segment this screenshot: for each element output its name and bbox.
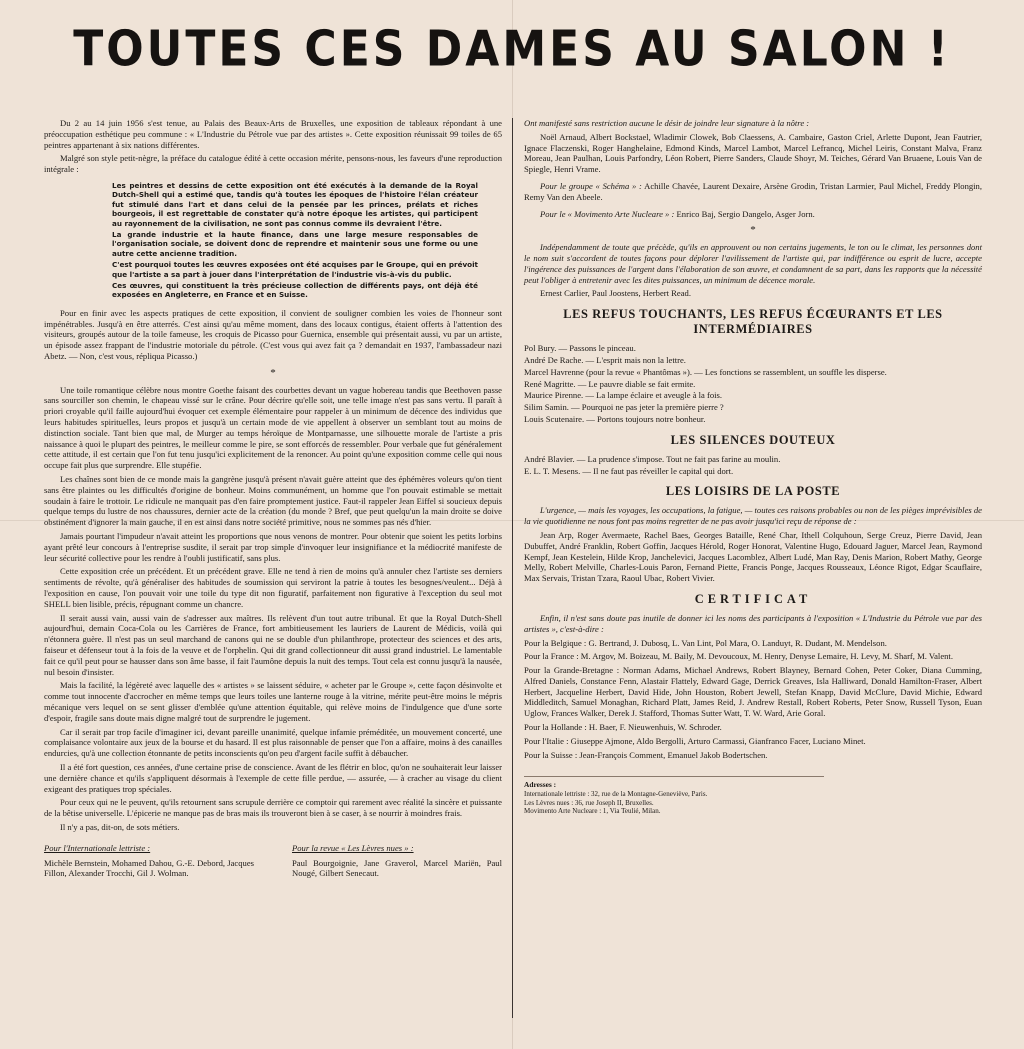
cosigners-names: Noël Arnaud, Albert Bockstael, Wladimir Clowek, Bob Claessens, A. Cambaire, Gaston Criel, Arlette Dupont, Jean Fautrier, Ignace Flaczenski, Roger Hanghelaine, Edmond Kinds, Marcel Lambot, Marcel Lefrancq, Michel Leiris, Constant Malva, Franz Moreau, Jean Paulhan, Louis Parfondry, Léon Robert, Pierre Sanders, Claude Shoyr, M. Teiches, Gérard Van Bruaene, Louis Van de Spiegle, Henri Vrame.	[524, 131, 982, 175]
list-item: Pour la Grande-Bretagne : Norman Adams, Michael Andrews, Robert Blayney, Bernard Cohen, Peter Coker, Diana Cumming, Alfred Daniels, Constance Fenn, Alastair Flattely, Edward Gage, Derrick Greaves, Isla Halliward, Donald Hamilton-Fraser, Albert Herbert, Jacqueline Herbert, David Hide, John Houston, Robert Jewell, Stefan Knapp, David McClure, David Michie, Edward Middleditch, Samuel Monaghan, Richard Platt, James Reid, J. Andrew Restall, Robert Roberts, Peter Snow, Russell Tyson, Euan Uglow, Frances Walker, Derek J. Stafford, Thomas Sutter Watt, T. W. Ward, Arie Goral.	[524, 665, 982, 719]
heading-refus: LES REFUS TOUCHANTS, LES REFUS ÉCŒURANTS ET LES INTERMÉDIAIRES	[563, 307, 943, 337]
catalogue-quote	[112, 181, 478, 300]
list-item: Pour la Suisse : Jean-François Comment, Emanuel Jakob Bodertschen.	[524, 749, 768, 760]
addresses	[524, 776, 824, 815]
paragraph: Une toile romantique célèbre nous montre Goethe faisant des courbettes devant un vague hobereau tandis que Beethoven passe sans sourciller son chemin, le chapeau vissé sur le crâne. Pour décrire qu'elle soit, une telle image n'est pas sans vertu. Il paraît à priori croyable qu'il faille aujourd'hui évoquer cet exemple élémentaire pour rappeler à un minimum de décence des individus que leurs habitudes spirituelles, leurs propos et jusqu'à un certain mode de vie appellent à observer un semblant tout au moins de distinction sociale. Tant bien que mal, de Murger au temps héroïque de Montparnasse, une silhouette morale de l'artiste a pris naissance à quoi le plupart des peintres, le meilleur comme le pire, se sont efforcés de ressembler. Pour verbale que fut généralement cette attitude, il est certain que l'on fut tenu jusqu'ici explicitement de la renoncer. Au point qu'une exposition comme celle qui nous occupe fait plus que surprendre. Elle stupéfie.	[44, 384, 502, 471]
refus-list	[524, 343, 982, 425]
address-line: Les Lèvres nues : 36, rue Joseph II, Bruxelles.	[524, 798, 654, 807]
list-item: Louis Scutenaire. — Portons toujours notre bonheur.	[524, 413, 706, 424]
list-item: Pour la Hollande : H. Baer, F. Nieuwenhuis, W. Schroder.	[524, 722, 722, 733]
paragraph: Les chaînes sont bien de ce monde mais la gangrène jusqu'à présent n'avait guère atteint que des éphémères voleurs qu'on tient sans être plaintes ou les difficultés d'origine de bonheur. Moins communément, un homme que l'on pouvait estimable se mettait soudain à faire le trottoir. Le ridicule ne manquait pas d'en faire promptement justice. Faut-il rappeler Jean Eiffel si soucieux depuis quelque temps du lustre de nos chaussures, dernier acte de la création (du monde ? Bref, que peut quelqu'un la main droite se doive obstinément d'ignorer la main gauche, il en est ainsi dans notre société primitive, nous ne sommes pas nés d'hier.	[44, 474, 502, 528]
cosigners-intro: Ont manifesté sans restriction aucune le désir de joindre leur signature à la nôtre :	[524, 118, 810, 128]
schema-group	[524, 181, 982, 203]
list-item: Pour la Belgique : G. Bertrand, J. Dubosq, L. Van Lint, Pol Mara, O. Landuyt, R. Dudant, M. Mendelson.	[524, 637, 887, 648]
list-item: André De Rache. — L'esprit mais non la lettre.	[524, 354, 686, 365]
loisirs-names: Jean Arp, Roger Avermaete, Rachel Baes, Georges Bataille, René Char, Ithell Colquhoun, Serge Creuz, Pierre David, Jean Dubuffet, André Franklin, Robert Goffin, Jacques Hérold, Roger Honorat, Valentine Hugo, Edouard Jaguer, Marcel Jean, Raymond Kempf, Jean Kestelein, Hilde Krop, Janchelevici, Jacques Lacomblez, Albert Ludé, Man Ray, Denis Marion, Robert Mathy, George Melly, Robert Melville, Charles-Louis Paron, Fernand Piette, Francis Ponge, Jacques Rousseaux, Léonce Rigot, Edgar Scauflaire, Max Servais, Tristan Tzara, Raoul Ubac, Robert Vivier.	[524, 529, 982, 584]
paragraph: Pour ceux qui ne le peuvent, qu'ils retournent sans scrupule derrière ce comptoir qui rarement avec réalité la sincère et puissante de la bêtise universelle. L'épicerie ne manque pas de bras mais ils trouveront bien à se caser, à se nourrir à moindres frais.	[44, 797, 502, 819]
paragraph: Il serait aussi vain, aussi vain de s'adresser aux maîtres. Ils relèvent d'un tout autre tribunal. Et que la Royal Dutch-Shell aujourd'hui, demain Coca-Cola ou les Carrières de France, fort ambitieusement les lauriers de Laurent de Médicis, voilà qui n'étonnera guère. Il n'est pas un seul marchand de canons qui ne se double d'un philanthrope, protecteur des sciences et des arts, faiseur et défenseur tout à la fois de la veuve et de l'orphelin. Qui dit grand collectionneur dit aussi grand industriel. Le lamentable fait ce qu'il peut pour se hausser dans son âme basse, il fait l'aumône depuis la nuit des temps. Tout cela est connu jusqu'à la nausée, nul besoin d'insister.	[44, 612, 502, 677]
paragraph: Malgré son style petit-nègre, la préface du catalogue édité à cette occasion mérite, pensons-nous, les faveurs d'une reproduction intégrale :	[44, 153, 502, 175]
group-names: Achille Chavée, Laurent Dexaire, Arsène Grodin, Tristan Larmier, Paul Michel, Freddy Plongin, Remy Van den Abeele.	[524, 180, 982, 202]
paragraph: Pour en finir avec les aspects pratiques de cette exposition, il convient de souligner combien les voies de l'honneur sont impénétrables. Jusqu'à en être atterrés. C'est ainsi qu'au même moment, dans des locaux contigus, étaient offerts à l'attention des visiteurs, groupés autour de la toile fameuse, les croquis de Picasso pour Guernica, ensemble qui présentait aussi, vu par un artiste, un épisode assez frappant de l'industrie motoriale du pétrole. (C'est vous qui avez fait ça ? demandait en 1937, l'ambassadeur nazi Abetz. — Non, c'est vous, répliqua Picasso.)	[44, 307, 502, 362]
list-item: Pour la France : M. Argov, M. Boizeau, M. Baily, M. Devoucoux, M. Henry, Denyse Lemaire, H. Levy, M. Sharf, M. Valent.	[524, 651, 953, 662]
signature-names: Michèle Bernstein, Mohamed Dahou, G.-E. Debord, Jacques Fillon, Alexander Trocchi, Gil J. Wolman.	[44, 857, 254, 879]
paragraph: Jamais pourtant l'impudeur n'avait atteint les proportions que nous venons de montrer. Pour obtenir que soient les petits lorbins ayant prêté leur concours à l'entreprise susdite, il serait par trop simple d'invoquer leur insignifiance et la médiocrité manifeste de leur sécurité collective pour les rendre à l'oubli justificatif, sans plus.	[44, 531, 502, 563]
addresses-title: Adresses :	[524, 780, 557, 790]
quote-paragraph: Ces œuvres, qui constituent la très précieuse collection de différents pays, ont déjà été exposées en Angleterre, en France et en Suisse.	[112, 281, 478, 300]
list-item: Maurice Pirenne. — La lampe éclaire et aveugle à la fois.	[524, 390, 723, 401]
list-item: E. L. T. Mesens. — Il ne faut pas réveiller le capital qui dort.	[524, 465, 734, 476]
signature-heading: Pour l'Internationale lettriste :	[44, 842, 151, 853]
column-divider	[512, 118, 513, 1018]
right-column	[524, 118, 982, 816]
independent-names: Ernest Carlier, Paul Joostens, Herbert Read.	[540, 288, 691, 299]
group-heading: Pour le groupe « Schéma » :	[540, 180, 642, 191]
nucleare-group	[524, 209, 982, 220]
section-star: *	[750, 224, 756, 237]
signatures	[44, 843, 502, 882]
certificat-intro: Enfin, il n'est sans doute pas inutile de donner ici les noms des participants à l'exposition « L'Industrie du Pétrole vue par des artistes », c'est-à-dire :	[524, 612, 982, 634]
heading-loisirs: LES LOISIRS DE LA POSTE	[665, 484, 841, 499]
address-line: Internationale lettriste : 32, rue de la Montagne-Geneviève, Paris.	[524, 790, 708, 799]
quote-paragraph: C'est pourquoi toutes les œuvres exposées ont été acquises par le Groupe, qui en prévoit que l'artiste a sa part à jouer dans l'interprétation de l'industrie vis-à-vis du public.	[112, 260, 478, 279]
list-item: Marcel Havrenne (pour la revue « Phantômas »). — Les fonctions se rassemblent, un souffle les disperse.	[524, 366, 887, 377]
paragraph: Car il serait par trop facile d'imaginer ici, devant pareille unanimité, quelque infamie préméditée, un mouvement concerté, une complaisance volontaire aux jeux de la bourse et du hasard. Il est plus raisonnable de penser que l'on a affaire, moins à des canailles endurcies, qu'à une collection étonnante de petits inconscients qu'on peu d'argent facile suffit à débaucher.	[44, 726, 502, 759]
group-heading: Pour le « Movimento Arte Nucleare » :	[540, 208, 675, 219]
section-star: *	[270, 366, 276, 379]
signature-block-levres-nues	[292, 843, 502, 882]
list-item: Pol Bury. — Passons le pinceau.	[524, 343, 636, 354]
signature-block-lettriste	[44, 843, 254, 882]
poster-title: TOUTES CES DAMES AU SALON !	[73, 20, 951, 79]
paragraph: Du 2 au 14 juin 1956 s'est tenue, au Palais des Beaux-Arts de Bruxelles, une exposition de tableaux répondant à une préoccupation esthétique peu commune : « L'Industrie du Pétrole vue par des artistes ». Cette exposition réunissait 99 toiles de 65 peintres appartenant à six nations différentes.	[44, 118, 502, 150]
paragraph: Cette exposition crée un précédent. Et un précédent grave. Elle ne tend à rien de moins qu'à annuler chez l'artiste ses derniers sentiments de révolte, qu'à généraliser des habitudes de soumission qui serviront la patrie à toutes les besognes/veulent... Déjà à l'exposition en cause, l'on pouvait voir une toile du type dit non figuratif, parfaitement non figurative à l'exception du seul mot SHELL bien lisible, précis, répugnant comme un chancre.	[44, 566, 502, 609]
paragraph: Il a été fort question, ces années, d'une certaine prise de conscience. Avant de les flétrir en bloc, qu'on ne souhaiterait leur laisser une dernière chance et qu'ils s'appliquent désormais à l'exemple de cette fille perdue, — assurée, — à cracher au visage du client exigeant des pratiques trop spéciales.	[44, 761, 502, 794]
quote-paragraph: La grande industrie et la haute finance, dans une large mesure responsables de l'organisation sociale, se doivent donc de reprendre et maintenir sous une forme ou une autre cette ancienne tradition.	[112, 230, 478, 258]
left-column	[44, 118, 502, 882]
silences-list	[524, 454, 982, 477]
heading-certificat: CERTIFICAT	[694, 591, 812, 606]
address-line: Movimento Arte Nucleare : 1, Via Teulié, Milan.	[524, 807, 661, 816]
heading-silences: LES SILENCES DOUTEUX	[670, 432, 836, 447]
quote-paragraph: Les peintres et dessins de cette exposition ont été exécutés à la demande de la Royal Dutch-Shell qui a estimé que, tandis qu'à toutes les époques de l'histoire l'élan créateur fut stimulé dans l'art et dans celui de la pensée par les princes, prélats et riches bourgeois, il est regrettable de constater qu'à notre époque les artistes, qui participent au rayonnement de la civilisation, ne sont pas connus comme ils devraient l'être.	[112, 180, 478, 228]
signature-names: Paul Bourgoignie, Jane Graverol, Marcel Mariën, Paul Nougé, Gilbert Senecaut.	[292, 857, 502, 879]
list-item: Pour l'Italie : Giuseppe Ajmone, Aldo Bergolli, Arturo Carmassi, Gianfranco Facer, Luciano Minet.	[524, 735, 866, 746]
independent-statement: Indépendamment de toute que précède, qu'ils en approuvent ou non certains jugements, le ton ou le climat, les personnes dont le nom suit s'accordent de toutes façons pour déplorer l'avilissement de l'artiste qui, par indifférence ou esprit de lucre, accepte l'ingérence des puissances de l'argent dans l'élaboration de son œuvre, et condamnent de sa part, dans les rapports que la nécessité peut l'obliger à entretenir avec les dites puissances, un minimum de décence morale.	[524, 242, 982, 285]
signature-heading: Pour la revue « Les Lèvres nues » :	[292, 842, 414, 853]
loisirs-intro: L'urgence, — mais les voyages, les occupations, la fatigue, — toutes ces raisons probables ou non de les pièges imprévisibles de la vie quotidienne ne nous font pas moins regretter de ne pas avoir jusqu'ici reçu de réponse de :	[524, 505, 982, 527]
group-names: Enrico Baj, Sergio Dangelo, Asger Jorn.	[676, 208, 815, 219]
list-item: René Magritte. — Le pauvre diable se fait ermite.	[524, 378, 696, 389]
list-item: André Blavier. — La prudence s'impose. Tout ne fait pas farine au moulin.	[524, 453, 781, 464]
paragraph: Mais la facilité, la légèreté avec laquelle des « artistes » se laissent séduire, « acheter par le Groupe », cette façon désinvolte et comme tout innocente d'accrocher en même temps que leurs toiles une lanterne rouge à la vitrine, mérite peut-être moins le mépris mécanique vers lequel on se sent glisser d'emblée qu'une attention équitable, qui relève moins de l'indulgence que d'une sorte d'espoir, fragile sans doute mais digne malgré tout de surprendre le jugement.	[44, 680, 502, 723]
paragraph: Il n'y a pas, dit-on, de sots métiers.	[60, 821, 180, 832]
list-item: Silim Samin. — Pourquoi ne pas jeter la première pierre ?	[524, 402, 724, 413]
certificat-list	[524, 638, 982, 761]
